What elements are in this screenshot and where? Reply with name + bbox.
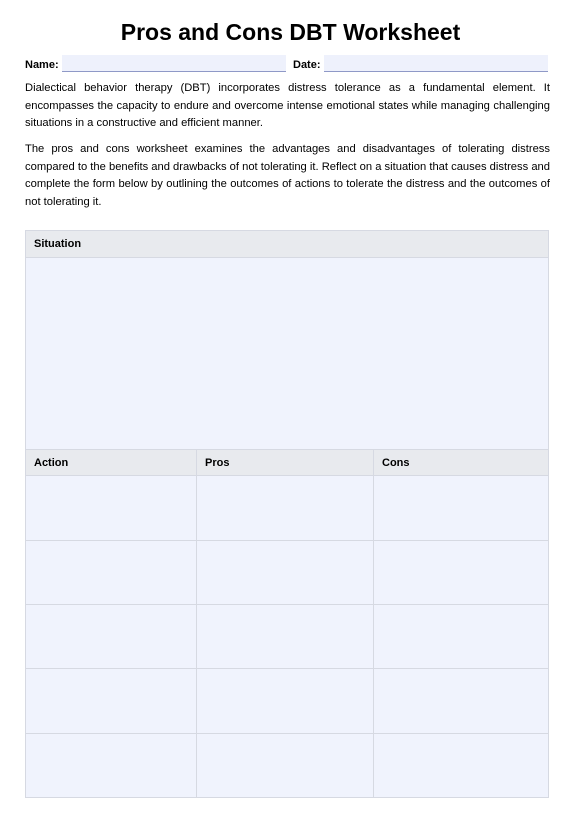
- cons-cell[interactable]: [374, 476, 548, 541]
- pros-cell[interactable]: [197, 476, 374, 541]
- intro-paragraph-1: Dialectical behavior therapy (DBT) incorporates distress tolerance as a fundamental element. It encompasses the capacity to endure and overcome intense emotional states while managing challenging situations in a constructive and efficient manner.: [25, 82, 550, 129]
- name-field[interactable]: [62, 55, 286, 72]
- divider: [26, 257, 548, 258]
- action-cell[interactable]: [26, 669, 197, 734]
- situation-input-area[interactable]: [26, 257, 548, 450]
- pros-cell[interactable]: [197, 605, 374, 669]
- action-cell[interactable]: [26, 734, 197, 797]
- header-fields: [25, 55, 549, 73]
- action-cell[interactable]: [26, 476, 197, 541]
- pros-cell[interactable]: [197, 669, 374, 734]
- divider: [26, 449, 548, 450]
- worksheet-table: [25, 230, 549, 798]
- pros-cell[interactable]: [197, 734, 374, 797]
- column-header-cons: Cons: [374, 450, 548, 476]
- pros-cell[interactable]: [197, 541, 374, 605]
- cons-cell[interactable]: [374, 541, 548, 605]
- name-label: Name:: [25, 59, 59, 71]
- cons-cell[interactable]: [374, 734, 548, 797]
- column-header-pros: Pros: [197, 450, 374, 476]
- situation-header: Situation: [26, 231, 548, 257]
- cons-cell[interactable]: [374, 669, 548, 734]
- action-cell[interactable]: [26, 605, 197, 669]
- page-title: Pros and Cons DBT Worksheet: [120, 19, 461, 45]
- date-label: Date:: [293, 59, 321, 71]
- intro-paragraph-2: The pros and cons worksheet examines the advantages and disadvantages of tolerating distress compared to the benefits and drawbacks of not tolerating it. Reflect on a situation that causes distress and complete the form below by outlining the outcomes of actions to tolerate the distress and the outcomes of not tolerating it.: [25, 143, 550, 208]
- action-cell[interactable]: [26, 541, 197, 605]
- cons-cell[interactable]: [374, 605, 548, 669]
- column-header-action: Action: [26, 450, 197, 476]
- divider: [26, 475, 548, 476]
- date-field[interactable]: [324, 55, 548, 72]
